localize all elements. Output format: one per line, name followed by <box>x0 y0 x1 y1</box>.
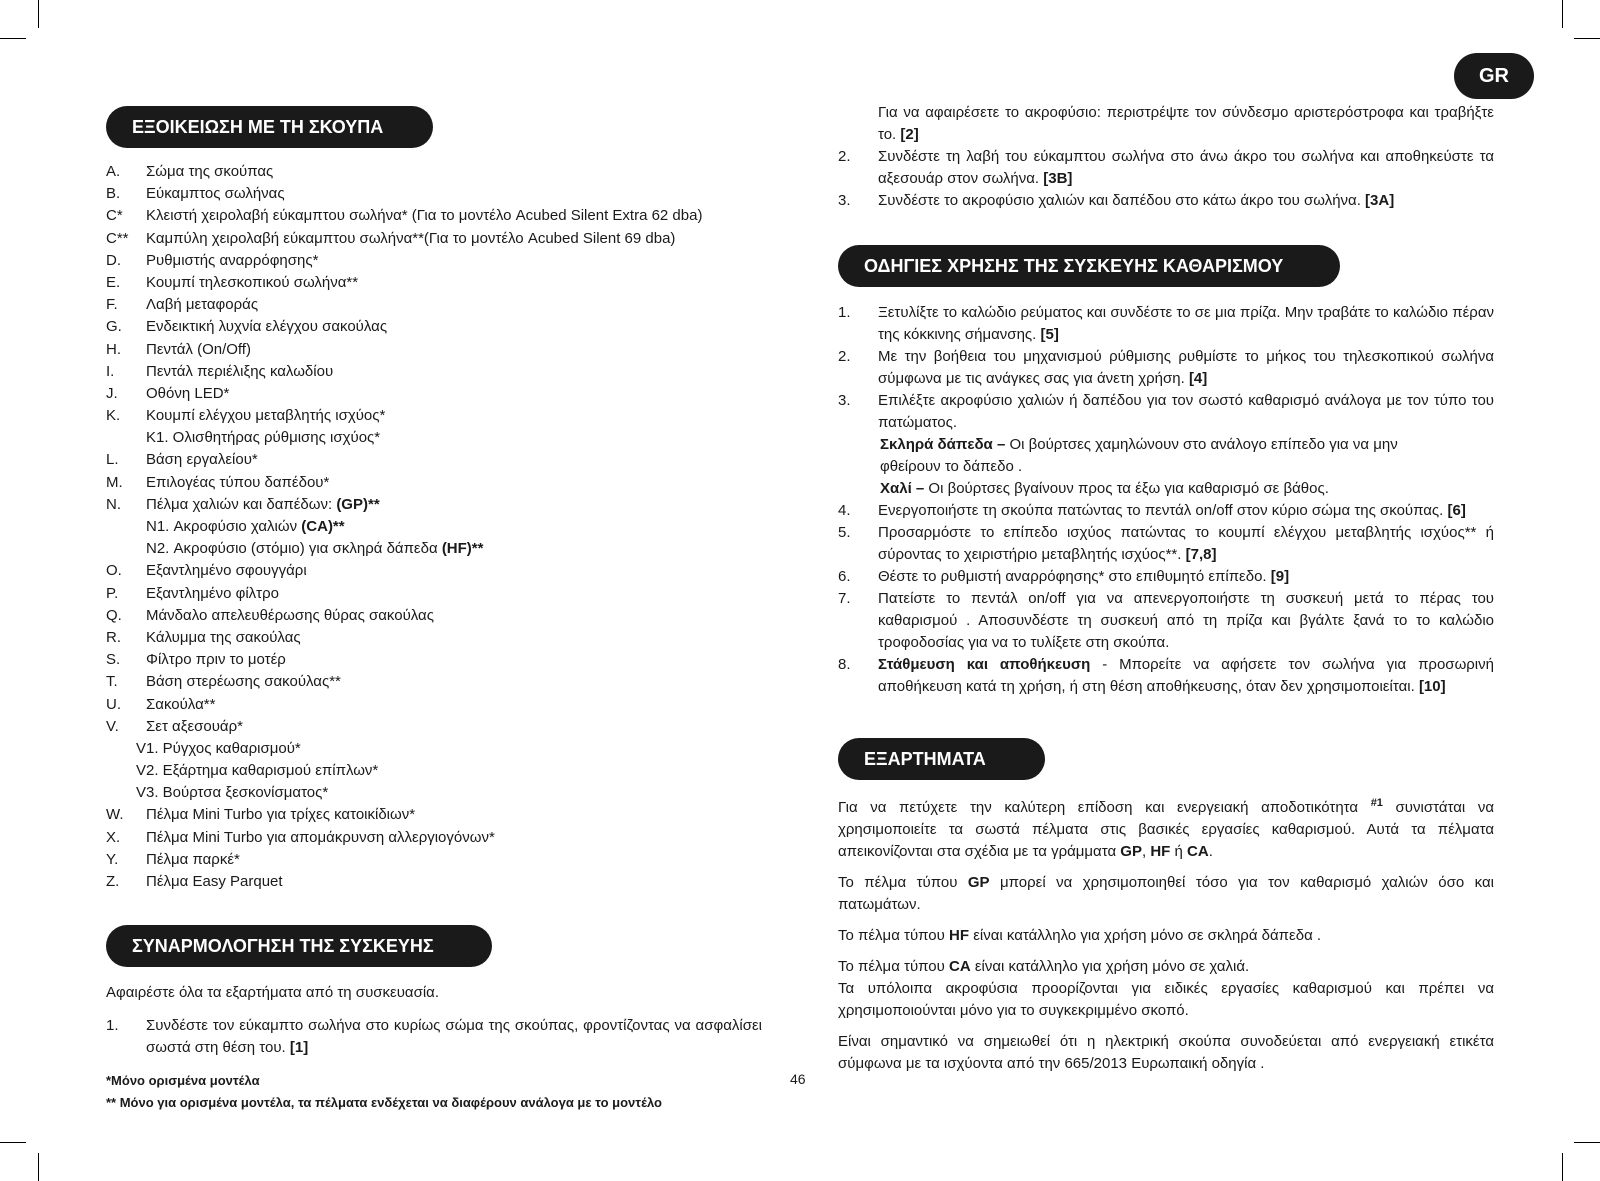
part-name: Μάνδαλο απελευθέρωσης θύρας σακούλας <box>146 606 434 624</box>
part-label: C** <box>106 229 129 247</box>
part-name: Πεντάλ περιέλιξης καλωδίου <box>146 362 334 380</box>
part-label: K. <box>106 407 121 425</box>
assembly-step-1: 1. Συνδέστε τον εύκαμπτο σωλήνα στο κυρίως σώμα της σκούπας, φροντίζοντας να ασφαλίσει σωστά στη θέση του. [1] <box>106 1017 762 1056</box>
parts-list-item <box>106 383 786 405</box>
assembly-step-2: 2. Συνδέστε τη λαβή του εύκαμπτου σωλήνα στο άνω άκρο του σωλήνα και αποθηκεύστε τα αξεσουάρ στον σωλήνα. [3B] <box>838 148 1494 187</box>
part-name: K1. Ολισθητήρας ρύθμισης ισχύος* <box>146 429 381 447</box>
part-label: L. <box>106 451 119 469</box>
part-label: I. <box>106 362 115 380</box>
accessories-text <box>838 792 1494 1075</box>
part-label: D. <box>106 251 121 269</box>
parts-list-item <box>106 627 786 649</box>
assembly-left <box>106 982 762 1059</box>
part-name: Ενδεικτική λυχνία ελέγχου σακούλας <box>146 318 388 336</box>
part-name: Βάση στερέωσης σακούλας** <box>146 673 341 691</box>
step-number: 6. <box>838 568 851 585</box>
parts-list-item <box>106 849 786 871</box>
step-number: 5. <box>838 524 851 541</box>
parts-list-item <box>106 161 786 183</box>
parts-list-item <box>106 250 786 272</box>
part-name: Οθόνη LED* <box>146 384 230 402</box>
parts-list-item <box>106 339 786 361</box>
part-name: Εξαντλημένο φίλτρο <box>146 584 279 602</box>
step-number: 2. <box>838 148 851 165</box>
part-label: S. <box>106 651 121 669</box>
part-name: N2. Ακροφύσιο (στόμιο) για σκληρά δάπεδα (HF)** <box>146 540 484 558</box>
part-name: V3. Βούρτσα ξεσκονίσματος* <box>136 784 329 802</box>
part-name: Εύκαμπτος σωλήνας <box>146 185 285 203</box>
part-name: Πέλμα Easy Parquet <box>146 873 283 890</box>
parts-list-item <box>106 804 786 826</box>
part-label: B. <box>106 185 121 203</box>
part-name: Καμπύλη χειρολαβή εύκαμπτου σωλήνα**(Για το μοντέλο Acubed Silent 69 dba) <box>146 229 676 247</box>
part-label: W. <box>106 806 124 824</box>
usage-step-5: 5. Προσαρμόστε το επίπεδο ισχύος πατώντας το κουμπί ελέγχου μεταβλητής ισχύος** ή σύροντας το χειριστήριο μεταβλητής ισχύος**. [7,8] <box>838 524 1494 563</box>
parts-list-item <box>106 716 786 738</box>
usage-step-3: 3. Επιλέξτε ακροφύσιο χαλιών ή δαπέδου για τον σωστό καθαρισμό ανάλογα με τον τύπο του πατώματος. <box>838 392 1494 431</box>
step-number: 3. <box>838 192 851 209</box>
step-number: 2. <box>838 348 851 365</box>
part-name: Πέλμα χαλιών και δαπέδων: (GP)** <box>146 495 380 513</box>
parts-list-item <box>106 494 786 516</box>
part-label: H. <box>106 340 121 358</box>
parts-list-item <box>106 205 786 227</box>
part-label: O. <box>106 562 122 580</box>
usage-step-6: 6. Θέστε το ρυθμιστή αναρρόφησης* στο επιθυμητό επίπεδο. [9] <box>838 566 1494 588</box>
usage-hard-floor: Σκληρά δάπεδα – Οι βούρτσες χαμηλώνουν στο ανάλογο επίπεδο για να μην φθείρουν το δάπεδο . <box>880 436 1398 475</box>
part-name: Πέλμα παρκέ* <box>146 850 240 868</box>
part-name: Σακούλα** <box>146 695 216 713</box>
part-label: J. <box>106 384 118 402</box>
part-name: Κουμπί ελέγχου μεταβλητής ισχύος* <box>146 407 386 425</box>
part-name: Εξαντλημένο σφουγγάρι <box>146 562 307 580</box>
parts-list-item <box>106 583 786 605</box>
parts-list-item <box>106 560 786 582</box>
parts-list-item <box>106 782 786 804</box>
footnote-nozzles-vary: ** Μόνο για ορισμένα μοντέλα, τα πέλματα ενδέχεται να διαφέρουν ανάλογα με το μοντέλο <box>106 1095 662 1110</box>
step-number: 1. <box>838 304 851 321</box>
part-name: Κλειστή χειρολαβή εύκαμπτου σωλήνα* (Για το μοντέλο Acubed Silent Extra 62 dba) <box>146 207 703 225</box>
assembly-step-3: 3. Συνδέστε το ακροφύσιο χαλιών και δαπέδου στο κάτω άκρο του σωλήνα. [3A] <box>838 190 1494 212</box>
part-name: Επιλογέας τύπου δαπέδου* <box>146 473 330 491</box>
assembly-step-1-cont: Για να αφαιρέσετε το ακροφύσιο: περιστρέψτε τον σύνδεσμο αριστερόστροφα και τραβήξτε το. [2] <box>878 104 1494 143</box>
part-name: Φίλτρο πριν το μοτέρ <box>146 651 286 669</box>
part-label: U. <box>106 695 121 713</box>
parts-list-item <box>106 827 786 849</box>
accessories-paragraph-5: Τα υπόλοιπα ακροφύσια προορίζονται για ειδικές εργασίες καθαρισμού και πρέπει να χρησιμοποιούνται μόνο για το συγκεκριμμένο σκοπό. <box>838 980 1494 1019</box>
accessories-paragraph-2: Το πέλμα τύπου GP μπορεί να χρησιμοποιηθεί τόσο για τον καθαρισμό χαλιών όσο και πατωμάτων. <box>838 874 1494 913</box>
parts-list-item <box>106 538 786 560</box>
step-number: 1. <box>106 1017 119 1034</box>
parts-list-item <box>106 760 786 782</box>
crop-mark <box>1562 1153 1563 1181</box>
part-label: G. <box>106 318 122 336</box>
parts-list-item <box>106 316 786 338</box>
page-number: 46 <box>790 1071 806 1087</box>
part-name: V2. Εξάρτημα καθαρισμού επίπλων* <box>136 762 379 780</box>
parts-list-item <box>106 183 786 205</box>
part-name: Πέλμα Mini Turbo για τρίχες κατοικίδιων* <box>146 806 416 824</box>
usage-carpet: Χαλί – Οι βούρτσες βγαίνουν προς τα έξω για καθαρισμό σε βάθος. <box>880 480 1329 497</box>
step-number: 3. <box>838 392 851 409</box>
parts-list-item <box>106 472 786 494</box>
crop-mark <box>1574 1142 1600 1143</box>
part-name: Πέλμα Mini Turbo για απομάκρυνση αλλεργιογόνων* <box>146 828 495 846</box>
section-title-accessories: ΕΞΑΡΤΗΜΑΤΑ <box>838 738 1045 780</box>
part-label: N. <box>106 495 121 513</box>
parts-list-item <box>106 228 786 250</box>
accessories-paragraph-3: Το πέλμα τύπου HF είναι κατάλληλο για χρήση μόνο σε σκληρά δάπεδα . <box>838 927 1322 944</box>
crop-mark <box>1574 38 1600 39</box>
part-label: Z. <box>106 873 120 890</box>
crop-mark <box>0 1142 26 1143</box>
part-label: R. <box>106 628 121 646</box>
part-name: V1. Ρύγχος καθαρισμού* <box>136 739 301 757</box>
usage-step-8: 8. Στάθμευση και αποθήκευση - Μπορείτε να αφήσετε τον σωλήνα για προσωρινή αποθήκευση κατά τη χρήση, ή στη θέση αποθήκευσης, όταν δεν χρησιμοποιείται. [10] <box>838 656 1494 695</box>
part-label: P. <box>106 584 119 602</box>
part-name: Βάση εργαλείου* <box>146 451 258 469</box>
accessories-paragraph-1: Για να πετύχετε την καλύτερη επίδοση και ενεργειακή αποδοτικότητα $^{\#1}$ συνιστάται να χρησιμοποιείτε τα σωστά πέλματα στις βασικές εργασίες καθαρισμού. Αυτά τα πέλματα απεικονίζονται στα σχέδια με τα γράμματα GP, HF ή CA. <box>838 797 1494 860</box>
parts-list-item <box>106 605 786 627</box>
crop-mark <box>38 0 39 28</box>
part-label: Y. <box>106 850 119 868</box>
parts-list-item <box>106 649 786 671</box>
parts-list-item <box>106 427 786 449</box>
part-name: Κάλυμμα της σακούλας <box>146 628 301 646</box>
part-name: Λαβή μεταφοράς <box>146 296 259 314</box>
crop-mark <box>1562 0 1563 28</box>
part-label: X. <box>106 828 121 846</box>
part-name: Σώμα της σκούπας <box>146 163 274 180</box>
assembly-right <box>838 102 1494 212</box>
part-name: Ρυθμιστής αναρρόφησης* <box>146 251 319 269</box>
part-name: Κουμπί τηλεσκοπικού σωλήνα** <box>146 273 359 291</box>
parts-list-item <box>106 871 786 893</box>
parts-list-item <box>106 516 786 538</box>
part-label: C* <box>106 207 123 225</box>
parts-list-item <box>106 671 786 693</box>
part-label: Q. <box>106 606 122 624</box>
usage-step-4: 4. Ενεργοποιήστε τη σκούπα πατώντας το πεντάλ on/off στον κύριο σώμα της σκούπας. [6] <box>838 500 1494 522</box>
language-badge: GR <box>1454 53 1534 99</box>
footnote-some-models: *Μόνο ορισμένα μοντέλα <box>106 1073 260 1088</box>
step-number: 8. <box>838 656 851 673</box>
parts-list-item <box>106 294 786 316</box>
step-number: 7. <box>838 590 851 607</box>
section-title-assembly: ΣΥΝΑΡΜΟΛΟΓΗΣΗ ΤΗΣ ΣΥΣΚΕΥΗΣ <box>106 925 492 967</box>
crop-mark <box>38 1153 39 1181</box>
crop-mark <box>0 38 26 39</box>
parts-list-item <box>106 694 786 716</box>
parts-list-item <box>106 449 786 471</box>
usage-steps <box>838 302 1494 698</box>
part-name: Σετ αξεσουάρ* <box>146 717 243 735</box>
part-label: F. <box>106 296 118 314</box>
parts-list-item <box>106 361 786 383</box>
part-label: T. <box>106 673 118 691</box>
parts-list-item <box>106 738 786 760</box>
part-label: A. <box>106 163 121 180</box>
part-label: E. <box>106 273 121 291</box>
usage-step-2: 2. Με την βοήθεια του μηχανισμού ρύθμισης ρυθμίστε το μήκος του τηλεσκοπικού σωλήνα σύμφωνα με τις ανάγκες σας για άνετη χρήση. [4] <box>838 348 1494 387</box>
parts-list-item <box>106 272 786 294</box>
usage-step-7: 7. Πατείστε το πεντάλ on/off για να απενεργοποιήστε τη συσκευή μετά το πέρας του καθαρισμού . Αποσυνδέστε τη συσκευή από τη πρίζα και βγάλτε ξανά το το καλώδιο τροφοδοσίας για να το τυλίξετε στη σκούπα. <box>838 590 1494 651</box>
parts-list <box>106 161 786 893</box>
accessories-paragraph-6: Είναι σημαντικό να σημειωθεί ότι η ηλεκτρική σκούπα συνοδεύεται από ενεργειακή ετικέτα σύμφωνα με τα ισχύοντα από την 665/2013 Ευρωπαική οδηγία . <box>838 1033 1494 1072</box>
step-number: 4. <box>838 502 851 519</box>
part-label: V. <box>106 717 119 735</box>
part-name: Πεντάλ (On/Off) <box>146 340 251 358</box>
part-name: N1. Ακροφύσιο χαλιών (CA)** <box>146 518 345 535</box>
section-title-familiarize: ΕΞΟΙΚΕΙΩΣΗ ΜΕ ΤΗ ΣΚΟΥΠΑ <box>106 106 433 148</box>
section-title-usage: ΟΔΗΓΙΕΣ ΧΡΗΣΗΣ ΤΗΣ ΣΥΣΚΕΥΗΣ ΚΑΘΑΡΙΣΜΟΥ <box>838 245 1340 287</box>
part-label: M. <box>106 473 123 491</box>
parts-list-item <box>106 405 786 427</box>
assembly-intro: Αφαιρέστε όλα τα εξαρτήματα από τη συσκευασία. <box>106 984 440 1001</box>
accessories-paragraph-4: Το πέλμα τύπου CA είναι κατάλληλο για χρήση μόνο σε χαλιά. <box>838 958 1250 975</box>
usage-step-1: 1. Ξετυλίξτε το καλώδιο ρεύματος και συνδέστε το σε μια πρίζα. Μην τραβάτε το καλώδιο πέραν της κόκκινης σήμανσης. [5] <box>838 304 1494 343</box>
